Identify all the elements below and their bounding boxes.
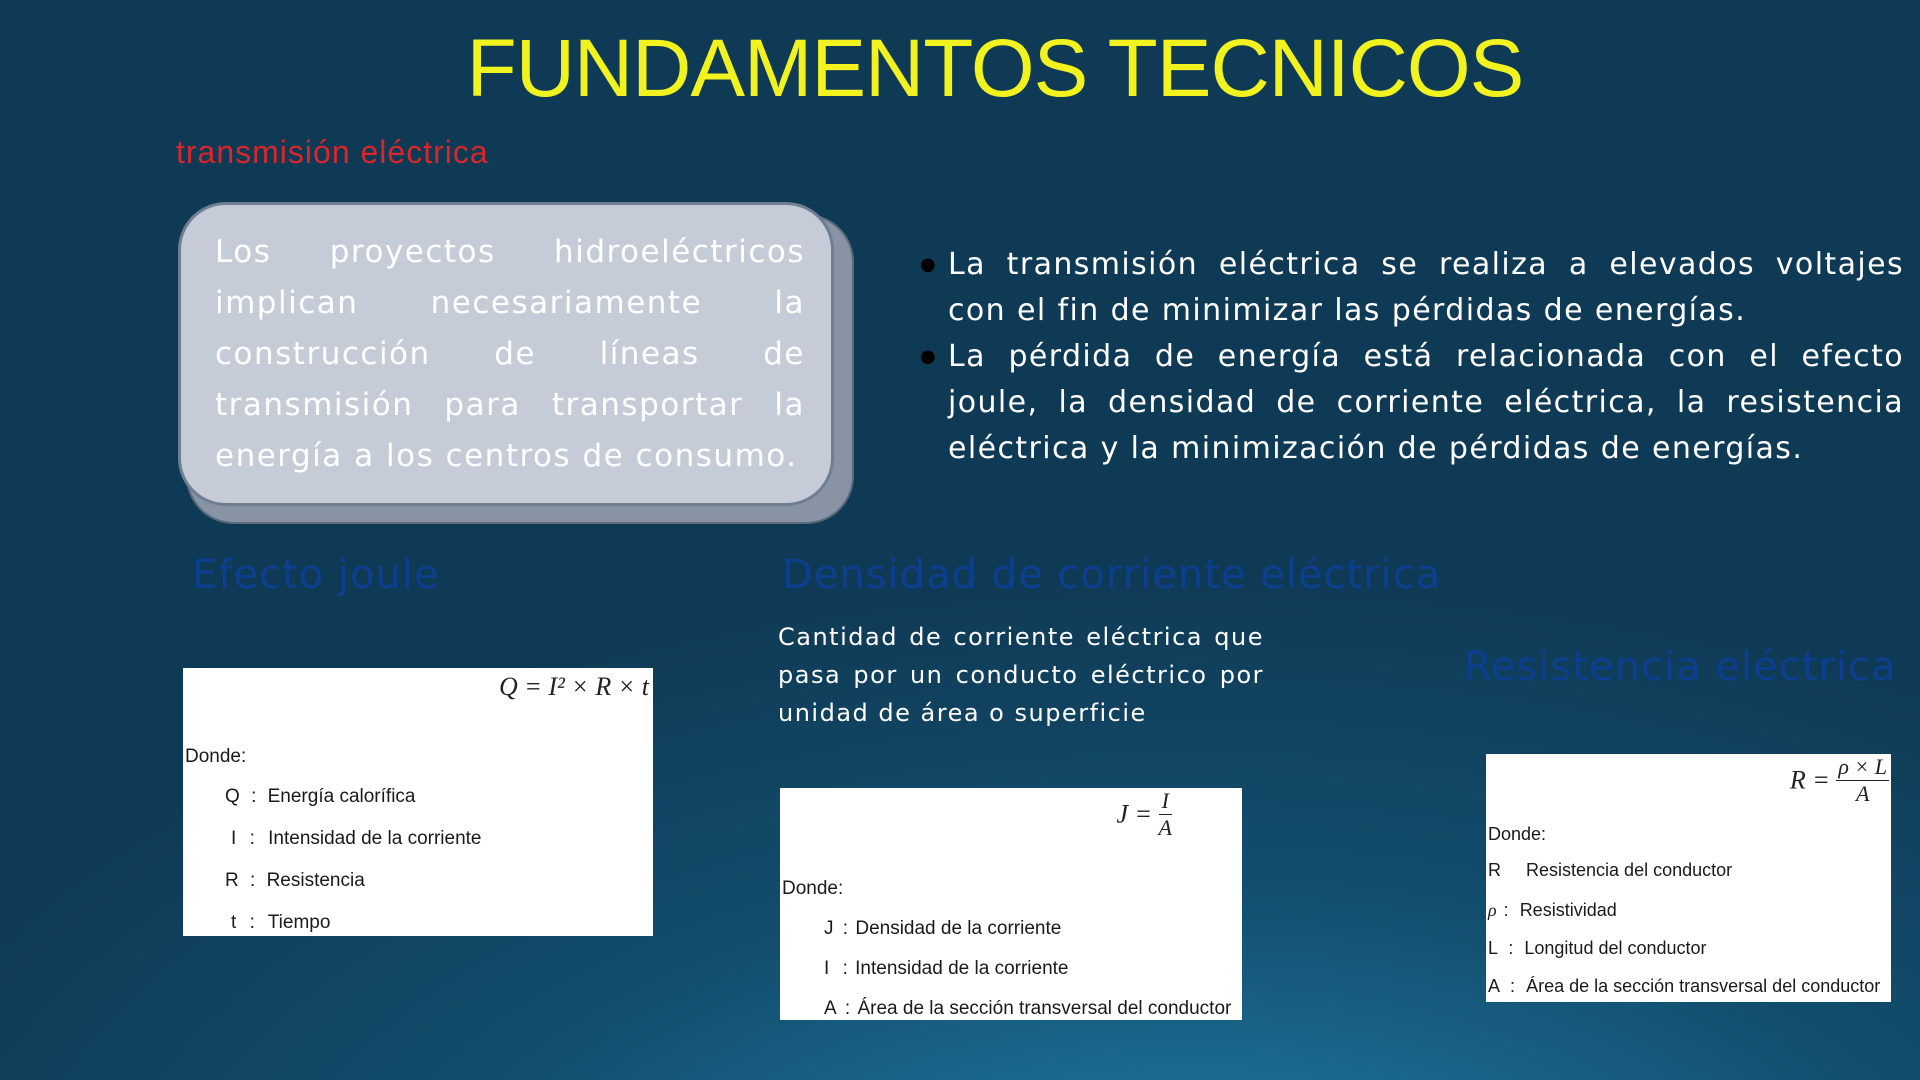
formula-fraction [1836, 754, 1889, 807]
bullet-text: La transmisión eléctrica se realiza a elevados voltajes con el fin de minimizar las pérdidas de energías. [948, 247, 1904, 328]
def-desc: Área de la sección transversal del conductor [857, 998, 1232, 1019]
definition-row [824, 958, 1069, 980]
fraction-denominator: A [1158, 815, 1172, 840]
def-desc: Resistividad [1519, 900, 1617, 920]
def-separator: : [249, 828, 255, 849]
formula-lhs: J = [1116, 799, 1153, 829]
formula-fraction [1159, 788, 1172, 841]
fraction-numerator: I [1159, 788, 1172, 815]
definition-row [225, 870, 365, 892]
joule-formula-image [183, 668, 653, 936]
fraction-denominator: A [1855, 781, 1870, 806]
heading-efecto-joule: Efecto joule [192, 552, 440, 598]
densidad-description: Cantidad de corriente eléctrica que pasa por un conducto eléctrico por unidad de área o superficie [778, 623, 1264, 727]
resistencia-formula [1790, 754, 1889, 807]
def-desc: Tiempo [267, 912, 331, 933]
slide-title: FUNDAMENTOS TECNICOS [466, 23, 1524, 114]
def-separator: : [250, 870, 256, 891]
def-symbol: L [1488, 938, 1498, 958]
intro-card [178, 202, 834, 506]
definition-row [1488, 938, 1707, 959]
donde-label: Donde: [185, 746, 247, 767]
def-separator: : [842, 958, 848, 979]
joule-formula: Q = I² × R × t [499, 672, 649, 701]
def-desc: Energía calorífica [267, 786, 416, 807]
def-desc: Resistencia del conductor [1526, 860, 1733, 880]
def-symbol: J [824, 918, 834, 939]
definition-row [231, 912, 330, 934]
bullet-item [916, 334, 1904, 472]
bullet-list [916, 242, 1904, 472]
def-separator: : [1503, 900, 1509, 920]
def-separator: : [842, 918, 849, 939]
bullet-dot-icon: ● [920, 346, 938, 367]
def-symbol: ρ [1488, 900, 1497, 920]
definition-row [824, 998, 1231, 1020]
bullet-dot-icon: ● [920, 254, 938, 275]
def-desc: Resistencia [266, 870, 365, 891]
fraction-numerator: ρ × L [1838, 754, 1887, 779]
bullet-text: La pérdida de energía está relacionada con el efecto joule, la densidad de corriente eléctrica, la resistencia eléctrica y la minimización de pérdidas de energías. [948, 339, 1904, 466]
section-subtitle: transmisión eléctrica [176, 134, 489, 170]
def-desc: Densidad de la corriente [855, 918, 1062, 939]
heading-densidad-corriente: Densidad de corriente eléctrica [782, 552, 1442, 598]
def-symbol: R [1488, 860, 1501, 880]
def-symbol: A [824, 998, 836, 1019]
def-symbol: Q [225, 786, 240, 807]
def-separator: : [1510, 976, 1516, 996]
definition-row [824, 918, 1061, 940]
densidad-formula [1116, 788, 1172, 841]
definition-row [1488, 976, 1880, 997]
bullet-item [916, 242, 1904, 334]
def-separator: : [251, 786, 257, 807]
densidad-formula-image [780, 788, 1242, 1020]
definition-row [1488, 900, 1617, 921]
def-separator: : [1508, 938, 1514, 958]
def-symbol: R [225, 870, 239, 891]
resistencia-formula-image [1486, 754, 1891, 1002]
donde-label: Donde: [782, 878, 844, 899]
def-symbol: t [231, 912, 237, 933]
def-symbol: A [1488, 976, 1500, 996]
definition-row [225, 786, 415, 808]
def-desc: Intensidad de la corriente [855, 958, 1069, 979]
definition-row [1488, 860, 1732, 881]
definition-row [231, 828, 482, 850]
donde-label: Donde: [1488, 824, 1547, 844]
def-desc: Área de la sección transversal del conductor [1526, 976, 1881, 996]
heading-resistencia-electrica: Resistencia eléctrica [1464, 644, 1897, 690]
def-symbol: I [231, 828, 237, 849]
formula-lhs: R = [1789, 765, 1830, 795]
def-symbol: I [824, 958, 830, 979]
def-desc: Intensidad de la corriente [268, 828, 482, 849]
def-separator: : [844, 998, 851, 1019]
def-separator: : [249, 912, 255, 933]
def-desc: Longitud del conductor [1524, 938, 1707, 958]
intro-card-text: Los proyectos hidroeléctricos implican necesariamente la construcción de líneas de transmisión para transportar la energía a los centros de consumo. [215, 234, 805, 474]
